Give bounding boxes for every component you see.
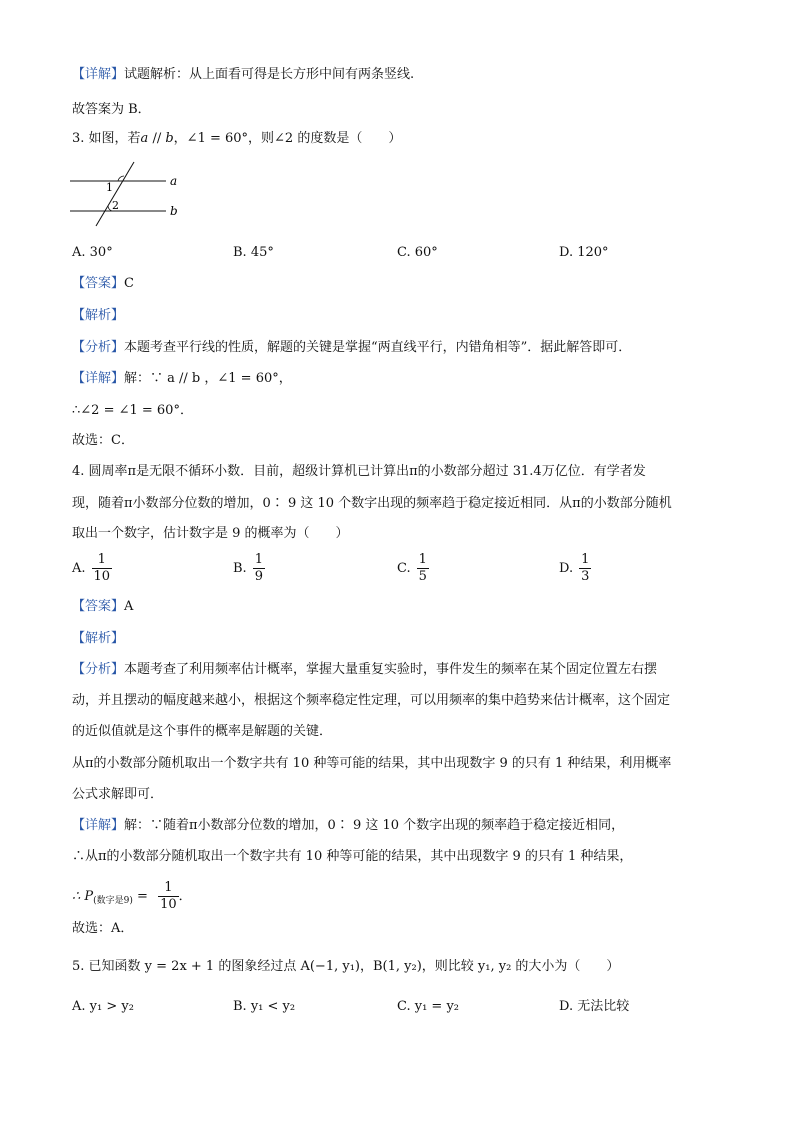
q3-option-b: B. 45°: [233, 245, 274, 260]
q3-option-d: D. 120°: [559, 245, 609, 260]
q4-option-a: [72, 552, 112, 585]
q3-var-b: b: [165, 131, 174, 146]
q4-option-d-label: D.: [559, 561, 574, 576]
tag-answer: 【答案】: [72, 276, 125, 291]
q4-option-d-fraction: [579, 552, 591, 585]
fraction-numerator: 1: [254, 552, 263, 567]
q3-answer-value: C: [124, 276, 134, 291]
probability-subscript: (数字是9): [93, 896, 133, 906]
fraction-denominator: 10: [93, 569, 111, 584]
label-angle-1: 1: [106, 181, 113, 194]
q5-option-b: B. y₁ < y₂: [233, 999, 296, 1014]
q4-choose: 故选：A．: [72, 921, 134, 936]
q3-fenxi-text: 本题考查平行线的性质，解题的关键是掌握“两直线平行，内错角相等”．据此解答即可．: [124, 340, 632, 355]
q3-var-a: a: [140, 131, 149, 146]
q3-choose: 故选：C．: [72, 433, 134, 448]
q3-stem: [72, 130, 401, 148]
tag-xiangjie: 【详解】: [72, 818, 125, 833]
q3-parallel-sign: //: [148, 131, 166, 146]
transversal-line: [96, 162, 134, 226]
q4-option-a-fraction: [92, 552, 113, 585]
q5-option-d: D. 无法比较: [559, 999, 630, 1014]
q3-analysis-tag: 【解析】: [72, 308, 125, 323]
q4-option-d: [559, 552, 591, 585]
q4-probability-formula: [72, 880, 192, 918]
q4-option-c-fraction: [417, 552, 429, 585]
q4-option-b: [233, 552, 265, 585]
q5-option-a: A. y₁ > y₂: [72, 999, 134, 1014]
parallel-lines-figure: [68, 160, 188, 232]
q3-xiangjie: [72, 370, 292, 388]
q4-option-b-fraction: [253, 552, 265, 585]
tag-xiangjie: 【详解】: [72, 371, 125, 386]
q4-fenxi-text: 本题考查了利用频率估计概率，掌握大量重复实验时，事件发生的频率在某个固定位置左右摆: [124, 662, 658, 677]
tag-detail: 【详解】: [72, 67, 125, 82]
q4-xiangjie-1: [72, 817, 624, 835]
fraction-numerator: 1: [92, 552, 113, 569]
q5-stem: 5. 已知函数 y = 2x + 1 的图象经过点 A(−1, y₁)，B(1, y₂)，则比较 y₁, y₂ 的大小为（ ）: [72, 959, 620, 974]
q3-stem-part: 3. 如图，若: [72, 131, 141, 146]
q3-answer: [72, 275, 134, 293]
tag-fenxi: 【分析】: [72, 662, 125, 677]
fraction-denominator: 3: [581, 569, 590, 584]
label-a: a: [170, 174, 178, 188]
label-b: b: [170, 204, 178, 218]
q4-xiangjie-text: 解：∵随着π小数部分位数的增加，0∶ 9 这 10 个数字出现的频率趋于稳定接近相同，: [124, 818, 625, 833]
q4-stem-2: 现，随着π小数部分位数的增加，0∶ 9 这 10 个数字出现的频率趋于稳定接近相同．从π的小数部分随机: [72, 496, 672, 511]
q4-fenxi-3: 的近似值就是这个事件的概率是解题的关键．: [72, 724, 333, 739]
q4-stem-3: 取出一个数字，估计数字是 9 的概率为（ ）: [72, 526, 349, 541]
q4-answer: [72, 598, 133, 616]
fraction-denominator: 5: [418, 569, 427, 584]
q4-analysis-tag: 【解析】: [72, 631, 125, 646]
q4-stem-1: 4. 圆周率π是无限不循环小数．目前，超级计算机已计算出π的小数部分超过 31.4万亿位．有学者发: [72, 464, 646, 479]
q4-xiangjie-2: ∴从π的小数部分随机取出一个数字共有 10 种等可能的结果，其中出现数字 9 的只有 1 种结果，: [72, 849, 633, 864]
answer-line: 故答案为 B．: [72, 102, 151, 117]
period: ．: [178, 889, 192, 904]
q4-fenxi-1: [72, 661, 657, 679]
detail-text: 试题解析：从上面看可得是长方形中间有两条竖线.: [124, 67, 415, 82]
fraction-denominator: 10: [160, 897, 177, 912]
q5-option-c: C. y₁ = y₂: [397, 999, 460, 1014]
q4-option-b-label: B.: [233, 561, 247, 576]
q4-fenxi-2: 动，并且摆动的幅度越来越小，根据这个频率稳定性定理，可以用频率的集中趋势来估计概率，这个固定: [72, 693, 671, 708]
fraction-numerator: 1: [418, 552, 427, 567]
q3-xiangjie-text: 解：∵ a // b ，∠1 = 60°，: [124, 371, 292, 386]
q4-option-a-label: A.: [72, 561, 86, 576]
q3-fenxi: [72, 339, 631, 357]
q3-option-a: A. 30°: [72, 245, 113, 260]
tag-fenxi: 【分析】: [72, 340, 125, 355]
tag-answer: 【答案】: [72, 599, 125, 614]
q4-answer-value: A: [124, 599, 134, 614]
probability-symbol: ∴ P: [72, 889, 94, 904]
q4-option-c: [397, 552, 429, 585]
label-angle-2: 2: [112, 199, 119, 212]
fraction-numerator: 1: [158, 880, 179, 897]
q3-xiangjie-2: ∴∠2 = ∠1 = 60°．: [72, 403, 193, 418]
probability-fraction: [158, 880, 179, 913]
line-detail-1: [72, 66, 414, 84]
q4-fenxi-4: 从π的小数部分随机取出一个数字共有 10 种等可能的结果，其中出现数字 9 的只有 1 种结果，利用概率: [72, 756, 672, 771]
q3-option-c: C. 60°: [397, 245, 438, 260]
equals-sign: =: [132, 889, 153, 904]
fraction-numerator: 1: [581, 552, 590, 567]
q3-stem-tail: ，∠1 = 60°，则∠2 的度数是（ ）: [173, 131, 402, 146]
fraction-denominator: 9: [254, 569, 263, 584]
q4-option-c-label: C.: [397, 561, 411, 576]
q4-fenxi-5: 公式求解即可．: [72, 787, 164, 802]
